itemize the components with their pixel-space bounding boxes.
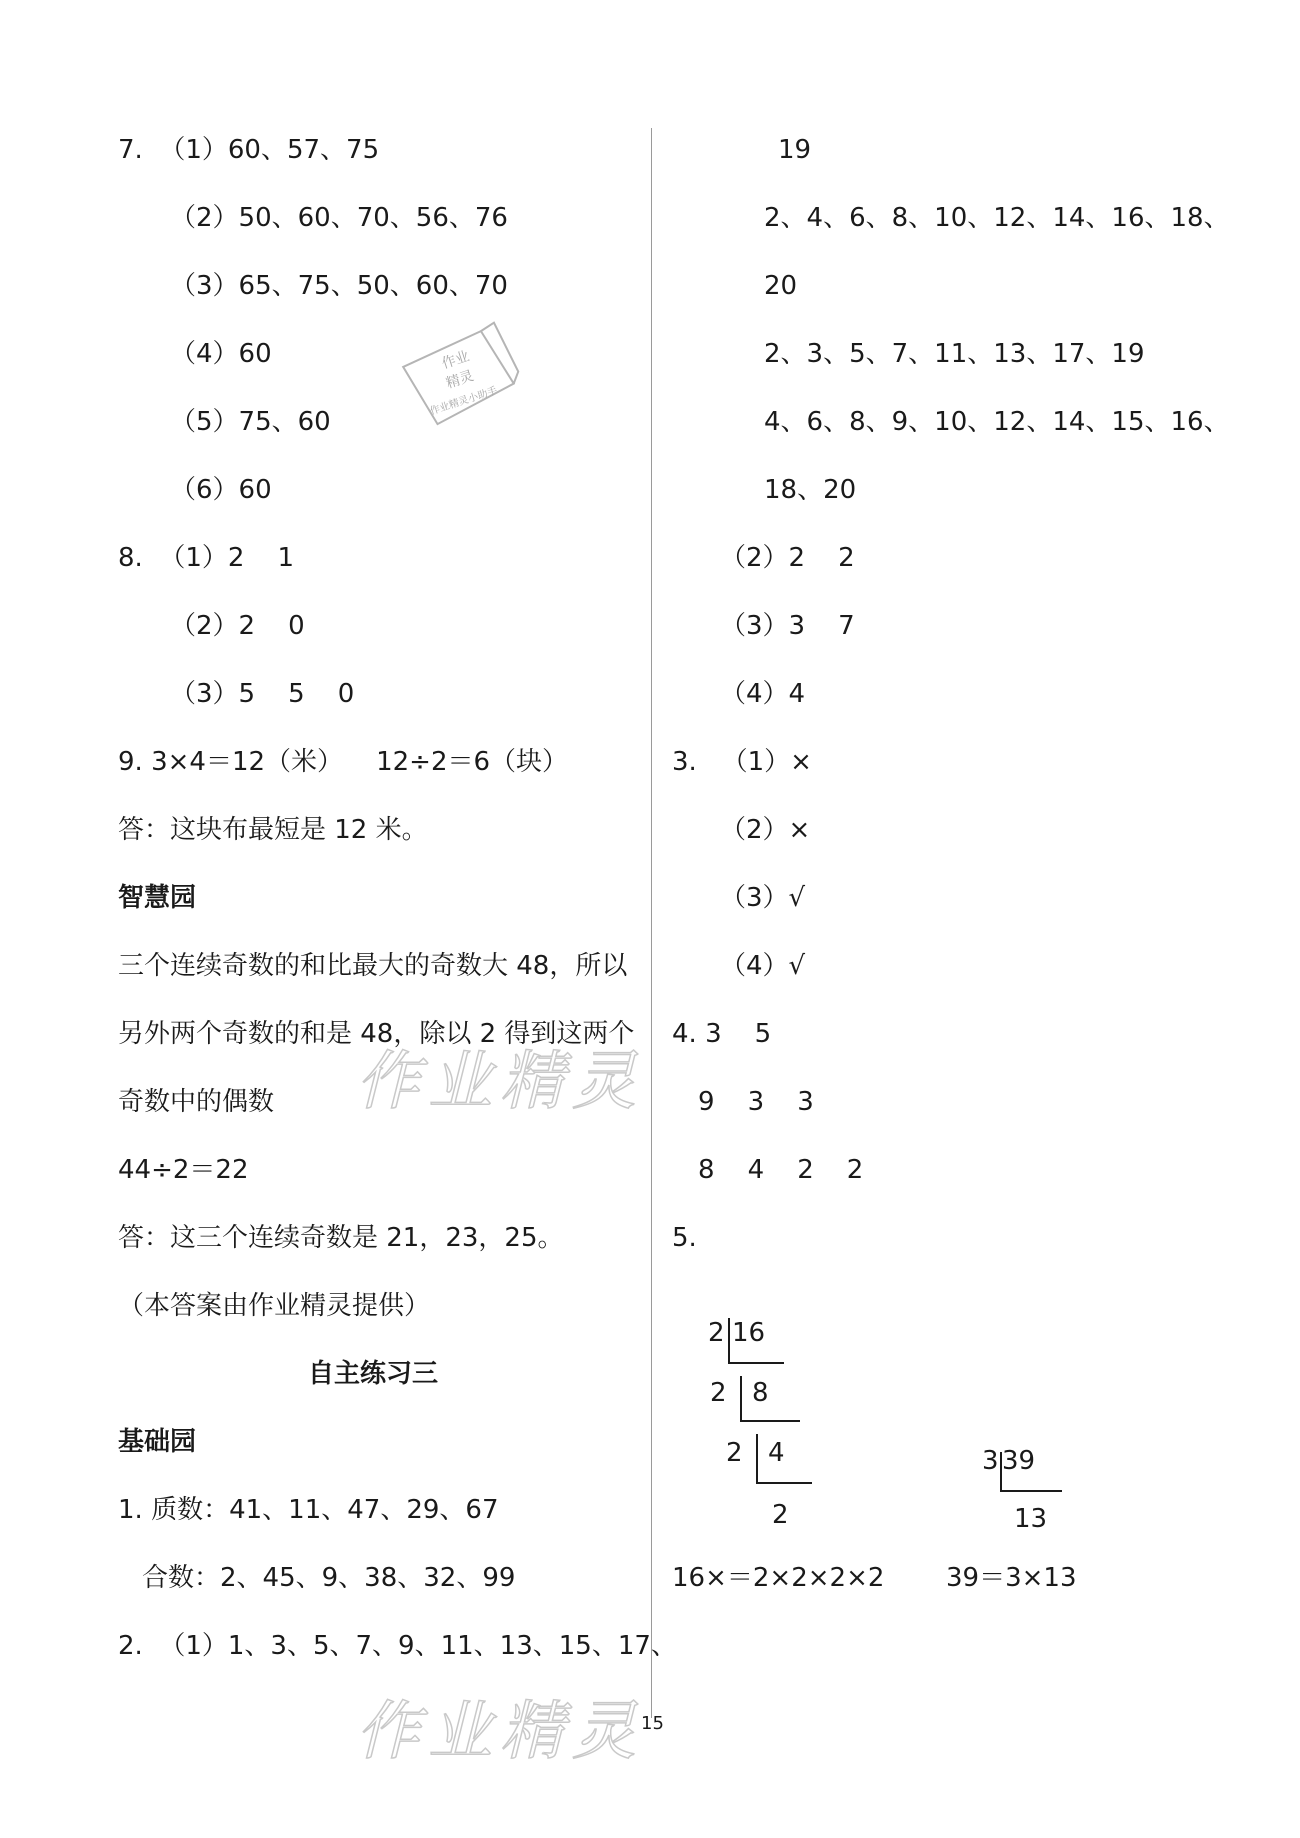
right-column-line-4: 2、3、5、7、11、13、17、19 [764,339,1145,369]
left-column-line-8: （2）2 0 [170,611,305,641]
left-column-line-22: 合数：2、45、9、38、32、99 [142,1563,516,1593]
left-column-line-13: 三个连续奇数的和比最大的奇数大 48，所以 [118,951,628,981]
watermark-stamp [387,314,532,446]
left-column-line-16: 44÷2＝22 [118,1155,249,1185]
divisor-3: 2 [726,1438,743,1468]
right-column-line-18: 16×＝2×2×2×2 [672,1563,885,1593]
left-column-line-7: 8. （1）2 1 [118,543,295,573]
right-column-line-14: 4. 3 5 [672,1019,772,1049]
left-column-line-15: 奇数中的偶数 [118,1087,275,1117]
left-column-line-19: 自主练习三 [308,1359,439,1389]
divisor-1: 3 [982,1446,999,1476]
quotient: 13 [1014,1504,1048,1534]
stamp-top-text: 作业 [439,348,472,373]
left-column-line-23: 2. （1）1、3、5、7、9、11、13、15、17、 [118,1631,677,1661]
left-column-line-11: 答：这块布最短是 12 米。 [118,815,428,845]
stamp-bottom-text: 作业精灵小助手 [428,385,499,418]
left-column-line-20: 基础园 [118,1427,197,1457]
divisor-1: 2 [708,1318,725,1348]
short-division-39 [982,1446,1092,1546]
right-column-line-17: 5. [672,1223,697,1253]
right-column-line-15: 9 3 3 [698,1087,814,1117]
right-column-line-12: （3）√ [720,883,806,913]
column-divider [651,128,652,1718]
left-column-line-17: 答：这三个连续奇数是 21，23，25。 [118,1223,564,1253]
stamp-mid-text: 精灵 [444,368,476,392]
right-column-line-8: （3）3 7 [720,611,855,641]
short-division-16 [700,1318,820,1538]
right-column-line-7: （2）2 2 [720,543,855,573]
right-column-line-19: 39＝3×13 [946,1563,1077,1593]
dividend-3: 4 [768,1438,785,1468]
left-column-line-1: 7. （1）60、57、75 [118,135,380,165]
left-column-line-6: （6）60 [170,475,272,505]
right-column-line-5: 4、6、8、9、10、12、14、15、16、 [764,407,1230,437]
dividend-2: 8 [752,1378,769,1408]
left-column-line-3: （3）65、75、50、60、70 [170,271,508,301]
left-column-line-14: 另外两个奇数的和是 48，除以 2 得到这两个 [118,1019,635,1049]
right-column-line-11: （2）× [720,815,811,845]
dividend-1: 39 [1002,1446,1036,1476]
right-column-line-6: 18、20 [764,475,857,505]
left-column-line-10: 9. 3×4＝12（米） 12÷2＝6（块） [118,747,569,777]
right-column-line-9: （4）4 [720,679,806,709]
left-column-line-2: （2）50、60、70、56、76 [170,203,508,233]
dividend-1: 16 [732,1318,766,1348]
right-column-line-13: （4）√ [720,951,806,981]
page-number: 15 [641,1713,664,1734]
right-column-line-1: 19 [778,135,812,165]
left-column-line-9: （3）5 5 0 [170,679,355,709]
right-column-line-10: 3. （1）× [672,747,812,777]
left-column-line-21: 1. 质数：41、11、47、29、67 [118,1495,499,1525]
left-column-line-4: （4）60 [170,339,272,369]
right-column-line-2: 2、4、6、8、10、12、14、16、18、 [764,203,1230,233]
right-column-line-3: 20 [764,271,798,301]
watermark-bottom: 作业精灵 [356,1695,644,1769]
quotient: 2 [772,1500,789,1530]
left-column-line-18: （本答案由作业精灵提供） [118,1291,431,1321]
watermark-middle: 作业精灵 [356,1045,644,1119]
left-column-line-12: 智慧园 [118,883,197,913]
right-column-line-16: 8 4 2 2 [698,1155,864,1185]
left-column-line-5: （5）75、60 [170,407,331,437]
divisor-2: 2 [710,1378,727,1408]
